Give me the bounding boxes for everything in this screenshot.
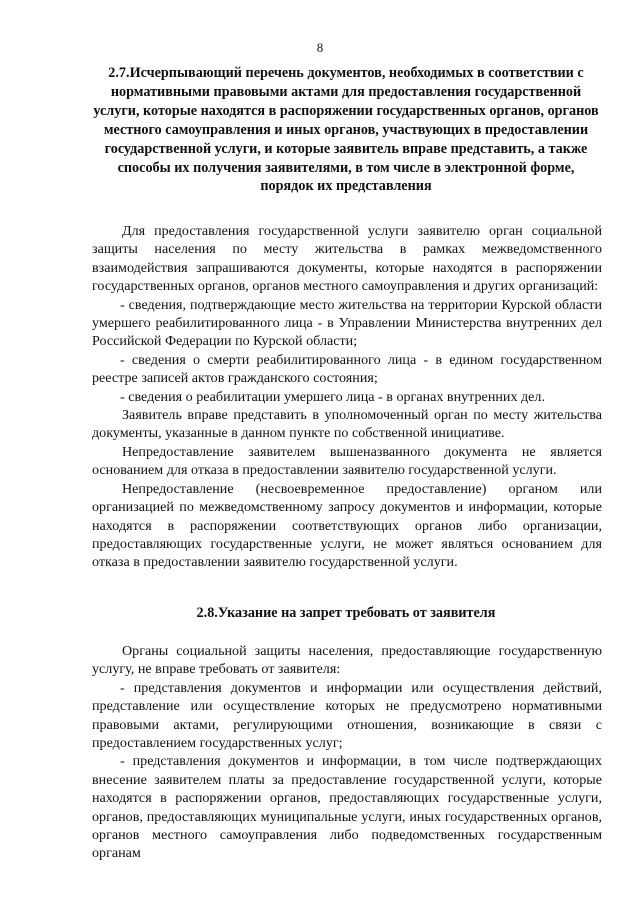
section-2-7-heading: 2.7.Исчерпывающий перечень документов, необходимых в соответствии с нормативными правовыми актами для предоставления государственной услуги, которые находятся в распоряжении государственных органов, органов местного самоуправления и иных органов, участвующих в предоставлении государственной услуги, и которые заявитель вправе представить, а также способы их получения заявителями, в том числе в электронной форме, порядок их представления — [93, 65, 599, 195]
paragraph: Органы социальной защиты населения, предоставляющие государственную услугу, не вправе требовать от заявителя: — [92, 643, 602, 678]
paragraph: Непредоставление заявителем вышеназванного документа не является основанием для отказа в предоставлении заявителю государственной услуги. — [92, 443, 602, 479]
section-2-8-heading: 2.8.Указание на запрет требовать от заявителя — [196, 605, 496, 621]
section-2-8-body — [92, 642, 602, 863]
paragraph: Заявитель вправе представить в уполномоченный орган по месту жительства документы, указанные в данном пункте по собственной инициативе. — [92, 407, 602, 442]
paragraph: Непредоставление (несвоевременное предоставление) органом или организацией по межведомственному запросу документов и информации, которые находятся в распоряжении соответствующих органов либо организации, предоставляющих государственные услуги, не может являться основанием для отказа в предоставлении заявителю государственной услуги. — [92, 480, 602, 571]
page-number: 8 — [316, 40, 324, 55]
list-item: - сведения о смерти реабилитированного лица - в едином государственном реестре записей актов гражданского состояния; — [92, 351, 602, 387]
list-item: - представления документов и информации или осуществления действий, представление или осуществление которых не предусмотрено нормативными правовыми актами, регулирующими отношения, возникающие в связи с предоставлением государственных услуг; — [92, 679, 602, 752]
section-2-7-body — [92, 222, 602, 572]
list-item: - представления документов и информации, в том числе подтверждающих внесение заявителем платы за предоставление государственной услуги, которые находятся в распоряжении органов, предоставляющих государственные услуги, органов, предоставляющих муниципальные услуги, иных государственных органов, органов местного самоуправления либо подведомственных государственным органам — [92, 753, 602, 862]
list-item: - сведения, подтверждающие место жительства на территории Курской области умершего реабилитированного лица - в Управлении Министерства внутренних дел Российской Федерации по Курской области; — [92, 296, 602, 350]
list-item: - сведения о реабилитации умершего лица - в органах внутренних дел. — [120, 388, 545, 405]
paragraph: Для предоставления государственной услуги заявителю орган социальной защиты населения по месту жительства в рамках межведомственного взаимодействия запрашиваются документы, которые находятся в распоряжении государственных органов, органов местного самоуправления и других организаций: — [92, 223, 602, 295]
